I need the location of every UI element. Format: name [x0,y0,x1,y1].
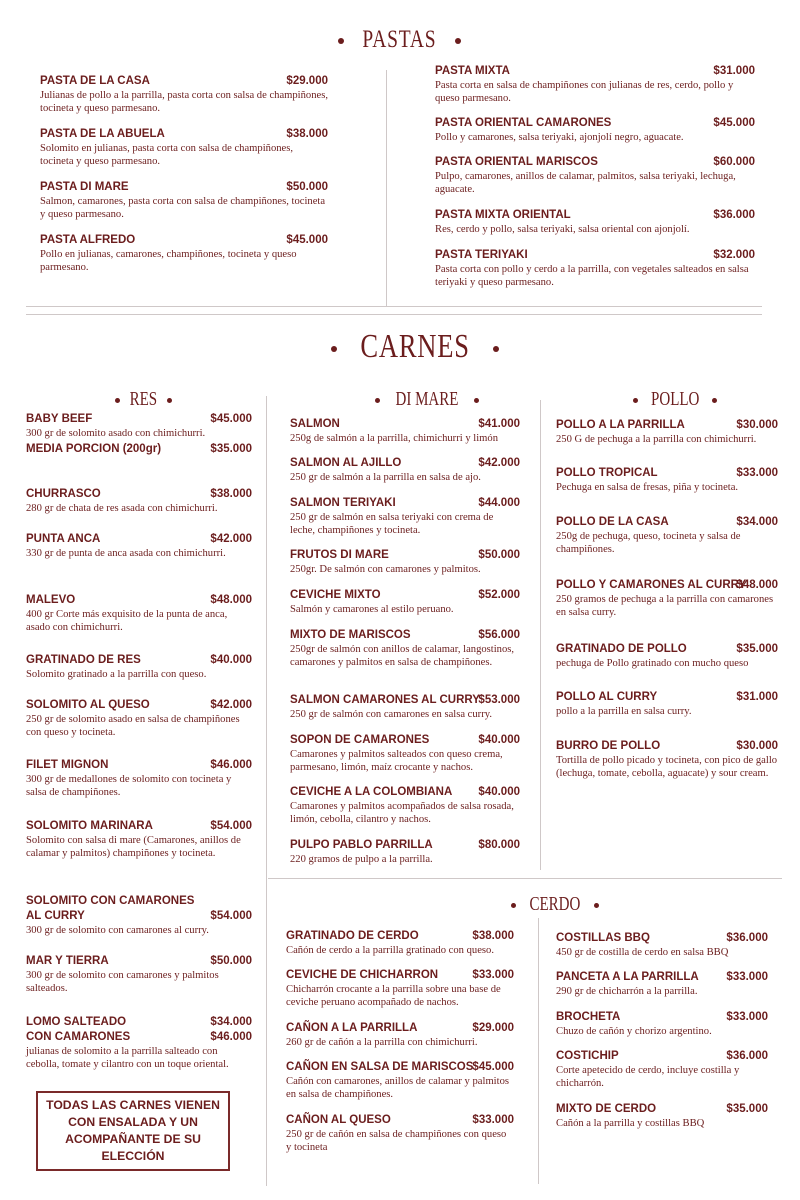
item-description: Pasta corta en salsa de champiñones con julianas de res, cerdo, pollo y queso parmesano. [435,80,734,104]
section-divider [26,306,762,307]
item-price: $48.000 [736,579,778,591]
section-divider [26,314,762,315]
menu-item [26,758,252,799]
item-price: $35.000 [210,443,252,455]
menu-item [556,690,778,718]
menu-item [286,1021,514,1049]
item-description: julianas de solomito a la parrilla salteado con cebolla, tomate y cilantro con un toque oriental. [26,1046,229,1070]
item-name: SALMON [290,418,340,430]
menu-item [435,208,755,236]
menu-item [290,456,520,484]
item-name: MIXTO DE CERDO [556,1103,657,1115]
item-description: Pollo en julianas, camarones, champiñones, tocineta y queso parmesano. [40,249,297,273]
item-price: $50.000 [286,181,328,193]
item-description: 300 gr de medallones de solomito con tocineta y salsa de champiñones. [26,774,232,798]
item-price: $34.000 [736,516,778,528]
item-price: $42.000 [210,699,252,711]
item-name: CAÑON AL QUESO [286,1114,391,1126]
item-price: $36.000 [713,209,755,221]
item-price: $38.000 [472,930,514,942]
item-description: Camarones y palmitos salteados con queso crema, parmesano, limón, maíz crocante y nachos. [290,749,503,773]
pastas-heading [330,26,469,54]
item-price: $35.000 [736,643,778,655]
item-name: MALEVO [26,594,76,606]
item-name: CEVICHE A LA COLOMBIANA [290,786,453,798]
item-price: $45.000 [210,413,252,425]
item-description: Pasta corta con pollo y cerdo a la parrilla, con vegetales salteados en salsa teriyaki y queso parmesano. [435,264,749,288]
item-description: Pulpo, camarones, anillos de calamar, palmitos, salsa teriyaki, lechuga, aguacate. [435,171,736,195]
item-description: Cañón de cerdo a la parrilla gratinado con queso. [286,945,494,956]
item-description: 300 gr de solomito con camarones y palmitos salteados. [26,970,219,994]
item-name: PUNTA ANCA [26,533,101,545]
cerdo-column-divider [538,918,539,1184]
item-price: $29.000 [286,75,328,87]
bullet-icon [331,346,337,352]
item-name: SOPON DE CAMARONES [290,734,430,746]
item-description: 290 gr de chicharrón a la parrilla. [556,986,698,997]
item-price: $31.000 [736,691,778,703]
menu-item [26,487,252,515]
bullet-icon [474,398,479,403]
item-description: 250g de pechuga, queso, tocineta y salsa de champiñones. [556,531,741,555]
item-price: $41.000 [478,418,520,430]
item-name: COSTICHIP [556,1050,619,1062]
item-description: Camarones y palmitos acompañados de salsa rosada, limón, cebolla, cilantro y nachos. [290,801,514,825]
bullet-icon [712,398,717,403]
item-description: Cañón a la parrilla y costillas BBQ [556,1118,705,1129]
cerdo-title: CERDO [529,893,581,915]
item-price: $31.000 [713,65,755,77]
dimare-column-divider [540,400,541,870]
item-name: BURRO DE POLLO [556,740,661,752]
item-name: PASTA DE LA ABUELA [40,128,165,140]
menu-item [556,1049,768,1090]
item-name-line2: AL CURRY [26,910,85,922]
item-name: CAÑON EN SALSA DE MARISCOS [286,1061,474,1073]
item-name: PASTA ALFREDO [40,234,136,246]
notice-line: TODAS LAS CARNES VIENEN [46,1098,220,1112]
menu-item [435,155,755,196]
item-description: Solomito gratinado a la parrilla con queso. [26,669,207,680]
item-price: $45.000 [472,1061,514,1073]
item-price: $33.000 [472,1114,514,1126]
bullet-icon [633,398,638,403]
cerdo-heading [506,893,604,916]
item-name: PULPO PABLO PARRILLA [290,839,433,851]
item-description: 250gr. De salmón con camarones y palmitos. [290,564,481,575]
item-name: GRATINADO DE CERDO [286,930,419,942]
notice-line: CON ENSALADA Y UN [68,1115,198,1129]
dimare-heading [370,388,484,411]
item-price: $38.000 [286,128,328,140]
notice-line: ACOMPAÑANTE DE SU [65,1132,201,1146]
item-price-2: $46.000 [210,1031,252,1043]
item-price: $50.000 [210,955,252,967]
bullet-icon [493,346,499,352]
item-name: SALMON CAMARONES AL CURRY [290,694,480,706]
item-name: PANCETA A LA PARRILLA [556,971,699,983]
menu-item [435,248,755,289]
menu-item [40,233,328,274]
item-description: 250 gramos de pechuga a la parrilla con camarones en salsa curry. [556,594,774,618]
item-description: 300 gr de solomito con camarones al curry. [26,925,209,936]
item-description: Solomito en julianas, pasta corta con salsa de champiñones, tocineta y queso parmesano. [40,143,294,167]
item-description: Tortilla de pollo picado y tocineta, con pico de gallo (lechuga, tomate, cebolla, aguacate) y sour cream. [556,755,778,779]
item-price: $40.000 [478,734,520,746]
menu-item [290,733,520,774]
item-price: $52.000 [478,589,520,601]
item-name: LOMO SALTEADO [26,1016,127,1028]
item-description: 250g de salmón a la parrilla, chimichurri y limón [290,433,498,444]
menu-item [286,929,514,957]
item-name: PASTA ORIENTAL CAMARONES [435,117,612,129]
menu-item [286,1113,514,1154]
item-price: $54.000 [210,910,252,922]
bullet-icon [511,903,516,908]
item-name: SALMON AL AJILLO [290,457,402,469]
item-name: CEVICHE MIXTO [290,589,381,601]
menu-item [290,628,520,669]
item-description: Corte apetecido de cerdo, incluye costilla y chicharrón. [556,1065,740,1089]
menu-item [556,739,778,780]
pollo-title: POLLO [651,388,700,410]
item-price: $33.000 [726,971,768,983]
item-name: COSTILLAS BBQ [556,932,650,944]
pollo-heading [628,388,722,411]
item-price: $35.000 [726,1103,768,1115]
res-heading [110,388,177,411]
item-name: MEDIA PORCION (200gr) [26,443,162,455]
item-price: $44.000 [478,497,520,509]
item-name: GRATINADO DE RES [26,654,141,666]
menu-item [26,894,252,937]
item-price: $38.000 [210,488,252,500]
item-name: SOLOMITO MARINARA [26,820,153,832]
item-name: SALMON TERIYAKI [290,497,396,509]
bullet-icon [338,38,344,44]
menu-item [26,653,252,681]
item-name: MAR Y TIERRA [26,955,109,967]
menu-item [40,127,328,168]
carnes-heading [323,328,507,366]
menu-item [26,532,252,560]
item-description: 250 gr de cañón en salsa de champiñones con queso y tocineta [286,1129,507,1153]
bullet-icon [594,903,599,908]
notice-line: ELECCIÓN [101,1149,165,1163]
item-name: FRUTOS DI MARE [290,549,389,561]
pastas-title: PASTAS [362,26,437,53]
item-price: $30.000 [736,740,778,752]
item-description: 330 gr de punta de anca asada con chimichurri. [26,548,226,559]
menu-item [286,968,514,1009]
item-price: $53.000 [478,694,520,706]
menu-item [26,819,252,860]
item-name: BROCHETA [556,1011,621,1023]
item-name: POLLO A LA PARRILLA [556,419,685,431]
item-description: pollo a la parrilla en salsa curry. [556,706,692,717]
item-price: $60.000 [713,156,755,168]
item-name: GRATINADO DE POLLO [556,643,687,655]
menu-item [435,64,755,105]
item-name: PASTA DI MARE [40,181,129,193]
item-name: CEVICHE DE CHICHARRON [286,969,439,981]
item-description: 250 gr de salmón a la parrilla en salsa de ajo. [290,472,481,483]
item-description: 400 gr Corte más exquisito de la punta de anca, asado con chimichurri. [26,609,228,633]
item-description: 300 gr de solomito asado con chimichurri. [26,428,206,439]
pastas-column-divider [386,70,387,306]
item-description: 280 gr de chata de res asada con chimichurri. [26,503,218,514]
item-description: 250 gr de salmón en salsa teriyaki con crema de leche, champiñones y tocineta. [290,512,494,536]
item-description: Pollo y camarones, salsa teriyaki, ajonjolí negro, aguacate. [435,132,684,143]
menu-item [556,515,778,556]
item-name: PASTA MIXTA ORIENTAL [435,209,571,221]
menu-item [290,417,520,445]
item-price: $34.000 [210,1016,252,1028]
menu-item [40,74,328,115]
menu-item [290,548,520,576]
item-price: $29.000 [472,1022,514,1034]
item-price: $48.000 [210,594,252,606]
menu-item [556,931,768,959]
item-price: $36.000 [726,932,768,944]
item-price: $42.000 [210,533,252,545]
bullet-icon [115,398,120,403]
item-price: $33.000 [736,467,778,479]
item-description: Cañón con camarones, anillos de calamar y palmitos en salsa de champiñones. [286,1076,509,1100]
menu-item [556,1102,768,1130]
item-description: 450 gr de costilla de cerdo en salsa BBQ [556,947,729,958]
item-price: $33.000 [472,969,514,981]
item-name: BABY BEEF [26,413,93,425]
menu-item [26,1015,252,1071]
notice-box [36,1091,230,1171]
item-name: POLLO AL CURRY [556,691,658,703]
item-price: $40.000 [210,654,252,666]
res-column-divider [266,396,267,1186]
bullet-icon [455,38,461,44]
menu-item [290,588,520,616]
menu-item [290,496,520,537]
item-name: POLLO DE LA CASA [556,516,669,528]
menu-item [556,1010,768,1038]
item-name: PASTA MIXTA [435,65,510,77]
menu-item [556,970,768,998]
item-name: POLLO Y CAMARONES AL CURRY [556,579,747,591]
item-name: CHURRASCO [26,488,101,500]
carnes-title: CARNES [360,328,470,365]
menu-item [26,412,252,440]
item-name: MIXTO DE MARISCOS [290,629,411,641]
bullet-icon [167,398,172,403]
item-name: SOLOMITO CON CAMARONES [26,895,195,907]
menu-item [40,180,328,221]
menu-item [556,466,778,494]
item-price: $50.000 [478,549,520,561]
item-description: 220 gramos de pulpo a la parrilla. [290,854,433,865]
item-price: $40.000 [478,786,520,798]
item-name: POLLO TROPICAL [556,467,658,479]
item-name: FILET MIGNON [26,759,109,771]
item-description: Chuzo de cañón y chorizo argentino. [556,1026,712,1037]
item-description: Salmón y camarones al estilo peruano. [290,604,454,615]
menu-item [26,442,252,457]
item-price: $42.000 [478,457,520,469]
item-price: $54.000 [210,820,252,832]
menu-item [290,838,520,866]
menu-item [556,578,778,619]
menu-item [435,116,755,144]
item-description: 260 gr de cañón a la parrilla con chimichurri. [286,1037,478,1048]
item-name: CAÑON A LA PARRILLA [286,1022,418,1034]
item-description: 250gr de salmón con anillos de calamar, langostinos, camarones y palmitos en salsa de champiñones. [290,644,515,668]
item-price: $36.000 [726,1050,768,1062]
menu-item [290,785,520,826]
bullet-icon [375,398,380,403]
item-price: $46.000 [210,759,252,771]
item-description: pechuga de Pollo gratinado con mucho queso [556,658,749,669]
dimare-title: DI MARE [395,388,459,410]
item-name: PASTA ORIENTAL MARISCOS [435,156,598,168]
item-description: Solomito con salsa di mare (Camarones, anillos de calamar y palmitos) champiñones y tocineta. [26,835,241,859]
item-price: $33.000 [726,1011,768,1023]
item-description: Chicharrón crocante a la parrilla sobre una base de ceviche peruano acompañado de nachos. [286,984,501,1008]
item-price: $45.000 [286,234,328,246]
item-description: 250 gr de solomito asado en salsa de champiñones con queso y tocineta. [26,714,240,738]
item-description: 250 gr de salmón con camarones en salsa curry. [290,709,492,720]
item-price: $45.000 [713,117,755,129]
menu-item [26,698,252,739]
item-description: Res, cerdo y pollo, salsa teriyaki, salsa oriental con ajonjolí. [435,224,690,235]
menu-item [556,418,778,446]
item-name-line2: CON CAMARONES [26,1031,131,1043]
cerdo-divider [268,878,782,879]
menu-item [290,693,520,721]
item-price: $32.000 [713,249,755,261]
item-description: Salmon, camarones, pasta corta con salsa de champiñones, tocineta y queso parmesano. [40,196,326,220]
item-price: $80.000 [478,839,520,851]
item-description: Julianas de pollo a la parrilla, pasta corta con salsa de champiñones, tocineta y queso parmesano. [40,90,328,114]
menu-item [556,642,778,670]
item-description: Pechuga en salsa de fresas, piña y tocineta. [556,482,739,493]
item-name: SOLOMITO AL QUESO [26,699,150,711]
menu-item [26,593,252,634]
item-name: PASTA TERIYAKI [435,249,528,261]
item-name: PASTA DE LA CASA [40,75,150,87]
res-title: RES [129,388,158,410]
menu-item [26,954,252,995]
item-description: 250 G de pechuga a la parrilla con chimichurri. [556,434,757,445]
item-price: $56.000 [478,629,520,641]
item-price: $30.000 [736,419,778,431]
menu-item [286,1060,514,1101]
